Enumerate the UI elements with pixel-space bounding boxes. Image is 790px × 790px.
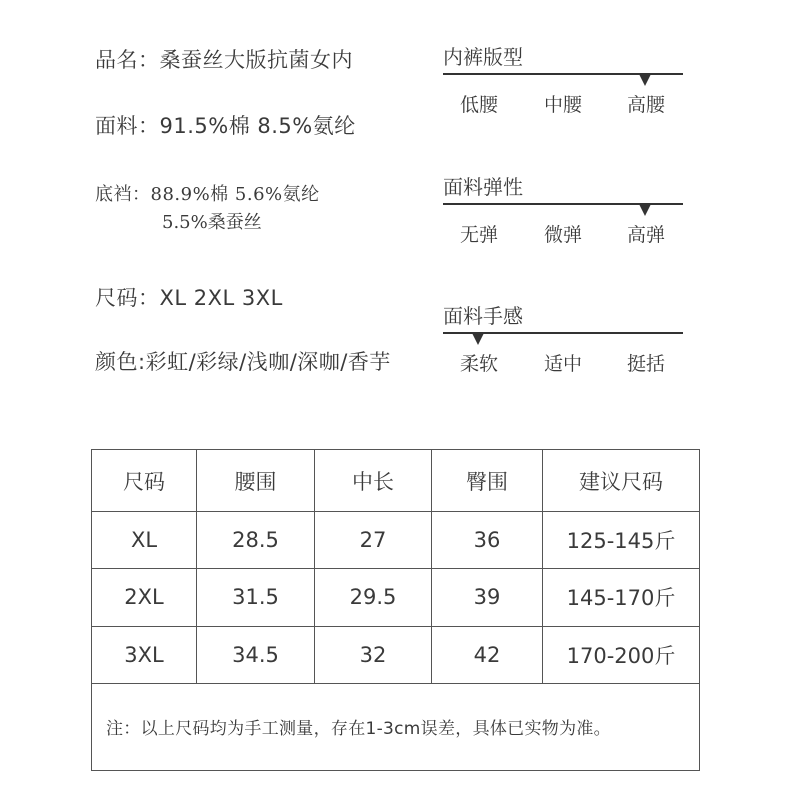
table-row — [92, 626, 700, 683]
table-cell: 36 — [432, 512, 543, 569]
spec-option: 低腰 — [460, 94, 499, 116]
scale-marker-icon — [639, 204, 651, 216]
table-cell: 34.5 — [197, 626, 315, 683]
spec-option: 无弹 — [460, 224, 499, 246]
size-options: 尺码：XL 2XL 3XL — [95, 286, 283, 310]
spec-title: 内裤版型 — [443, 45, 523, 69]
measurement-note: 注：以上尺码均为手工测量，存在1-3cm误差，具体已实物为准。 — [92, 683, 700, 770]
table-cell: 170-200斤 — [543, 626, 700, 683]
table-cell: 39 — [432, 569, 543, 626]
table-cell: 3XL — [92, 626, 197, 683]
table-cell: 145-170斤 — [543, 569, 700, 626]
header-length: 中长 — [315, 450, 432, 512]
spec-option: 适中 — [544, 353, 583, 375]
header-size: 尺码 — [92, 450, 197, 512]
table-cell: 125-145斤 — [543, 512, 700, 569]
crotch-composition-continued: 5.5%桑蚕丝 — [162, 212, 262, 233]
color-options: 颜色:彩虹/彩绿/浅咖/深咖/香芋 — [95, 350, 391, 374]
table-header-row — [92, 450, 700, 512]
header-hip: 臀围 — [432, 450, 543, 512]
crotch-composition: 底裆：88.9%棉 5.6%氨纶 — [95, 184, 320, 205]
header-waist: 腰围 — [197, 450, 315, 512]
size-chart-table — [91, 449, 700, 771]
table-cell: 27 — [315, 512, 432, 569]
spec-option: 微弹 — [544, 224, 583, 246]
spec-option: 高弹 — [627, 224, 666, 246]
spec-option: 中腰 — [544, 94, 583, 116]
spec-title: 面料弹性 — [443, 175, 523, 199]
table-row — [92, 512, 700, 569]
spec-option: 挺括 — [627, 353, 666, 375]
table-cell: 28.5 — [197, 512, 315, 569]
scale-marker-icon — [639, 74, 651, 86]
spec-option: 高腰 — [627, 94, 666, 116]
spec-title: 面料手感 — [443, 304, 523, 328]
table-cell: XL — [92, 512, 197, 569]
table-cell: 2XL — [92, 569, 197, 626]
table-cell: 32 — [315, 626, 432, 683]
table-cell: 42 — [432, 626, 543, 683]
table-row — [92, 569, 700, 626]
table-note-row — [92, 683, 700, 770]
table-cell: 29.5 — [315, 569, 432, 626]
table-cell: 31.5 — [197, 569, 315, 626]
fabric-composition: 面料：91.5%棉 8.5%氨纶 — [95, 114, 356, 138]
header-recommended-weight: 建议尺码 — [543, 450, 700, 512]
scale-marker-icon — [472, 333, 484, 345]
spec-option: 柔软 — [460, 353, 499, 375]
product-name: 品名：桑蚕丝大版抗菌女内 — [95, 48, 353, 72]
